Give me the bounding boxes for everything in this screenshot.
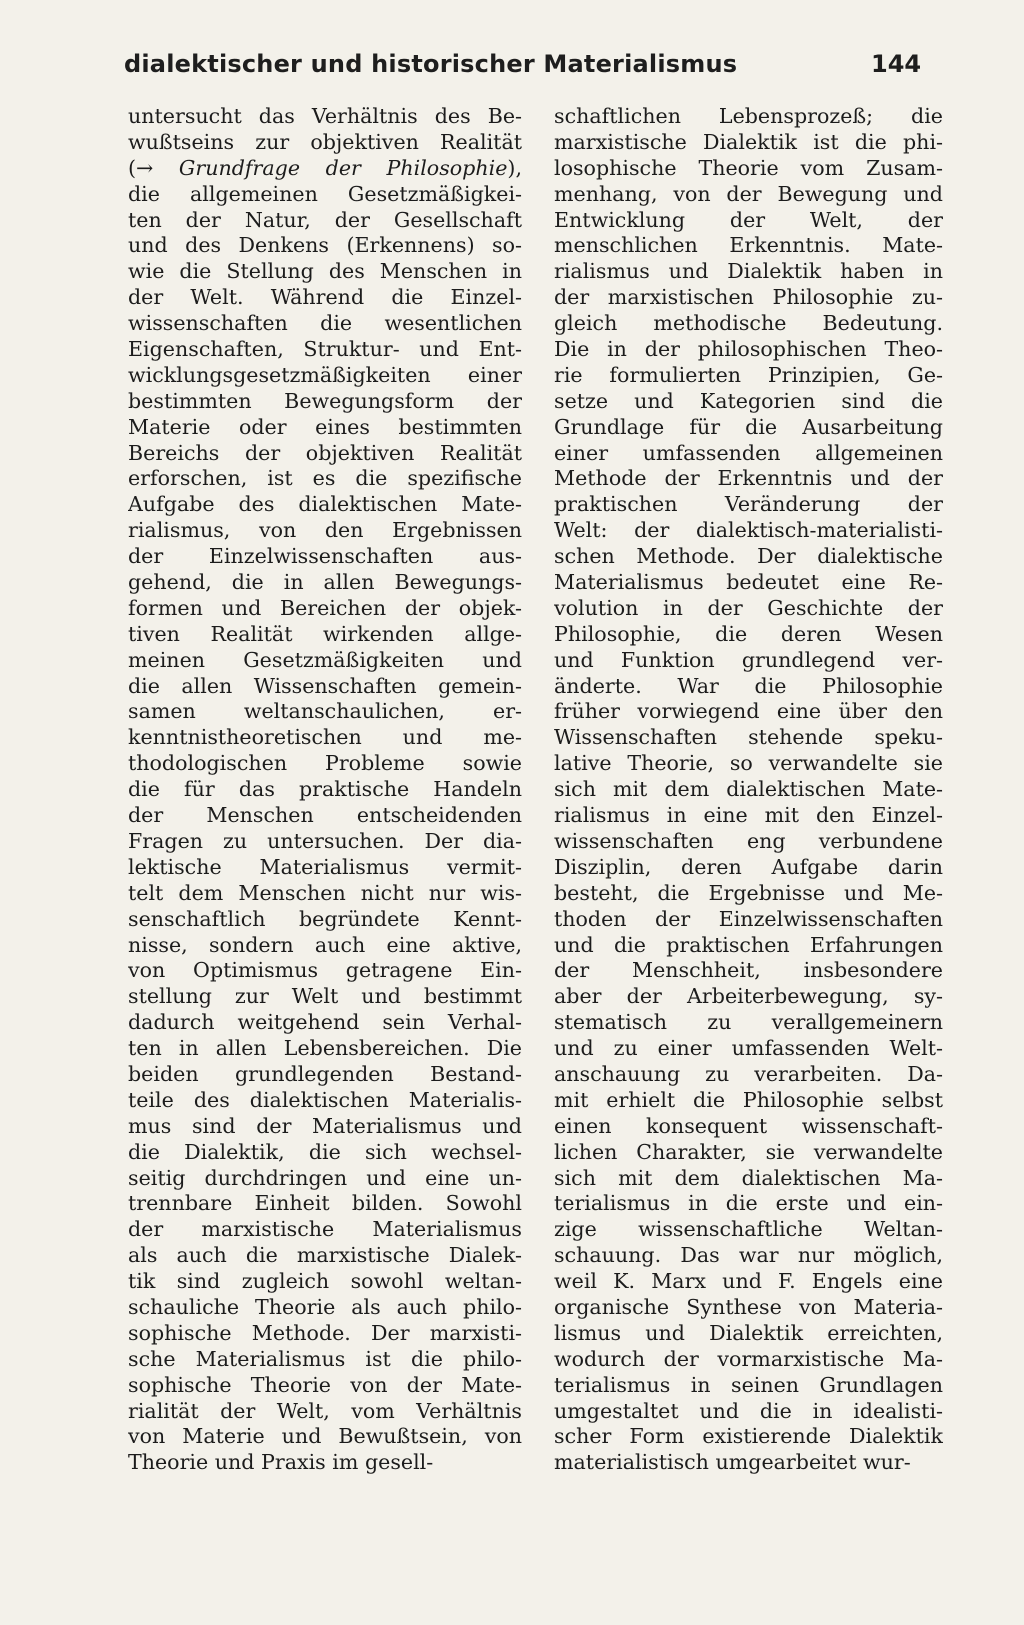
text-line: als auch die marxistische Dialek-	[128, 1243, 522, 1268]
text-line: stellung zur Welt und bestimmt	[128, 984, 522, 1009]
text-line: wie die Stellung des Menschen in	[128, 259, 522, 284]
text-line: rialität der Welt, vom Verhältnis	[128, 1398, 522, 1423]
text-line: wissenschaften die wesentlichen	[128, 311, 522, 336]
text-line: marxistische Dialektik ist die phi-	[554, 129, 943, 154]
text-line: untersucht das Verhältnis des Be-	[128, 104, 522, 128]
text-line: ten in allen Lebensbereichen. Die	[128, 1036, 522, 1061]
text-line: menschlichen Erkenntnis. Mate-	[554, 233, 943, 258]
text-line: lektische Materialismus vermit-	[128, 854, 522, 879]
text-line: sophische Theorie von der Mate-	[128, 1372, 522, 1397]
text-line: wodurch der vormarxistische Ma-	[554, 1346, 943, 1371]
text-line: bestimmten Bewegungsform der	[128, 388, 522, 413]
text-line: Grundlage für die Ausarbeitung	[554, 414, 943, 439]
text-line: terialismus in die erste und ein-	[554, 1191, 943, 1216]
text-line: samen weltanschaulichen, er-	[128, 699, 522, 724]
text-line: schauliche Theorie als auch philo-	[128, 1294, 522, 1319]
text-line: besteht, die Ergebnisse und Me-	[554, 880, 943, 905]
text-line: und die praktischen Erfahrungen	[554, 932, 943, 957]
text-line: lismus und Dialektik erreichten,	[554, 1320, 943, 1345]
left-text-column	[128, 104, 522, 1476]
text-line: schaftlichen Lebensprozeß; die	[554, 104, 943, 128]
text-line: sophische Methode. Der marxisti-	[128, 1320, 522, 1345]
text-line: der Einzelwissenschaften aus-	[128, 544, 522, 569]
text-line: volution in der Geschichte der	[554, 595, 943, 620]
text-line: sich mit dem dialektischen Ma-	[554, 1165, 943, 1190]
text-line: lichen Charakter, sie verwandelte	[554, 1139, 943, 1164]
text-line: sche Materialismus ist die philo-	[128, 1346, 522, 1371]
text-line: thoden der Einzelwissenschaften	[554, 906, 943, 931]
text-line: schen Methode. Der dialektische	[554, 544, 943, 569]
text-line: menhang, von der Bewegung und	[554, 181, 943, 206]
text-line: von Materie und Bewußtsein, von	[128, 1424, 522, 1449]
text-line: seitig durchdringen und eine un-	[128, 1165, 522, 1190]
text-line: der Menschheit, insbesondere	[554, 958, 943, 983]
text-line: setze und Kategorien sind die	[554, 388, 943, 413]
text-line: teile des dialektischen Materialis-	[128, 1087, 522, 1112]
text-line: Welt: der dialektisch-materialisti-	[554, 518, 943, 543]
text-line: wissenschaften eng verbundene	[554, 828, 943, 853]
page-number: 144	[871, 50, 922, 78]
text-line: gehend, die in allen Bewegungs-	[128, 570, 522, 595]
text-line: senschaftlich begründete Kennt-	[128, 906, 522, 931]
text-line: umgestaltet und die in idealisti-	[554, 1398, 943, 1423]
text-line	[128, 156, 522, 182]
text-line: erforschen, ist es die spezifische	[128, 466, 522, 491]
text-line: meinen Gesetzmäßigkeiten und	[128, 647, 522, 672]
running-head-title: dialektischer und historischer Materialismus	[124, 50, 738, 78]
text-line: rialismus in eine mit den Einzel-	[554, 803, 943, 828]
cross-reference-prefix: (→	[128, 155, 179, 180]
text-line: telt dem Menschen nicht nur wis-	[128, 880, 522, 905]
text-line: die allgemeinen Gesetzmäßigkei-	[128, 181, 522, 206]
text-line: nisse, sondern auch eine aktive,	[128, 932, 522, 957]
text-line: Disziplin, deren Aufgabe darin	[554, 854, 943, 879]
text-line: rie formulierten Prinzipien, Ge-	[554, 362, 943, 387]
text-line: weil K. Marx und F. Engels eine	[554, 1269, 943, 1294]
text-line: scher Form existierende Dialektik	[554, 1424, 943, 1449]
text-line: Eigenschaften, Struktur- und Ent-	[128, 337, 522, 362]
text-line: Theorie und Praxis im gesell-	[128, 1450, 434, 1475]
text-line: die für das praktische Handeln	[128, 777, 522, 802]
text-line: ten der Natur, der Gesellschaft	[128, 207, 522, 232]
text-line: tik sind zugleich sowohl weltan-	[128, 1269, 522, 1294]
text-line: beiden grundlegenden Bestand-	[128, 1061, 522, 1086]
text-line: rialismus und Dialektik haben in	[554, 259, 943, 284]
text-line: die allen Wissenschaften gemein-	[128, 673, 522, 698]
text-line: stematisch zu verallgemeinern	[554, 1010, 943, 1035]
text-line: und zu einer umfassenden Welt-	[554, 1036, 943, 1061]
text-line: sich mit dem dialektischen Mate-	[554, 777, 943, 802]
text-line: Die in der philosophischen Theo-	[554, 337, 943, 362]
text-line: wußtseins zur objektiven Realität	[128, 129, 522, 154]
text-line: Methode der Erkenntnis und der	[554, 466, 943, 491]
text-line: einer umfassenden allgemeinen	[554, 440, 943, 465]
text-line: dadurch weitgehend sein Verhal-	[128, 1010, 522, 1035]
text-line: Bereichs der objektiven Realität	[128, 440, 522, 465]
text-line: praktischen Veränderung der	[554, 492, 943, 517]
text-line: der Welt. Während die Einzel-	[128, 285, 522, 310]
text-line: anschauung zu verarbeiten. Da-	[554, 1061, 943, 1086]
text-line: und des Denkens (Erkennens) so-	[128, 233, 522, 258]
text-line: der marxistischen Philosophie zu-	[554, 285, 943, 310]
text-line: materialistisch umgearbeitet wur-	[554, 1450, 911, 1475]
text-line: änderte. War die Philosophie	[554, 673, 943, 698]
text-line: thodologischen Probleme sowie	[128, 751, 522, 776]
text-line: wicklungsgesetzmäßigkeiten einer	[128, 362, 522, 387]
text-line: Fragen zu untersuchen. Der dia-	[128, 828, 522, 853]
text-line: tiven Realität wirkenden allge-	[128, 621, 522, 646]
text-line: mus sind der Materialismus und	[128, 1113, 522, 1138]
text-line: schauung. Das war nur möglich,	[554, 1243, 943, 1268]
cross-reference-term: Grundfrage der Philosophie	[178, 155, 508, 180]
text-line: Materie oder eines bestimmten	[128, 414, 522, 439]
text-line: aber der Arbeiterbewegung, sy-	[554, 984, 943, 1009]
text-line: die Dialektik, die sich wechsel-	[128, 1139, 522, 1164]
text-line: mit erhielt die Philosophie selbst	[554, 1087, 943, 1112]
text-line: der marxistische Materialismus	[128, 1217, 522, 1242]
text-line: kenntnistheoretischen und me-	[128, 725, 522, 750]
text-line: terialismus in seinen Grundlagen	[554, 1372, 943, 1397]
text-line: von Optimismus getragene Ein-	[128, 958, 522, 983]
text-line: Wissenschaften stehende speku-	[554, 725, 943, 750]
text-line: trennbare Einheit bilden. Sowohl	[128, 1191, 522, 1216]
text-line: formen und Bereichen der objek-	[128, 595, 522, 620]
text-line: und Funktion grundlegend ver-	[554, 647, 943, 672]
text-line: zige wissenschaftliche Weltan-	[554, 1217, 943, 1242]
text-line: organische Synthese von Materia-	[554, 1294, 943, 1319]
text-line: früher vorwiegend eine über den	[554, 699, 943, 724]
text-line: einen konsequent wissenschaft-	[554, 1113, 943, 1138]
text-line: Materialismus bedeutet eine Re-	[554, 570, 943, 595]
text-line: der Menschen entscheidenden	[128, 803, 522, 828]
text-line: lative Theorie, so verwandelte sie	[554, 751, 943, 776]
text-line: rialismus, von den Ergebnissen	[128, 518, 522, 543]
text-line: Philosophie, die deren Wesen	[554, 621, 943, 646]
text-line: losophische Theorie vom Zusam-	[554, 155, 943, 180]
text-line: Entwicklung der Welt, der	[554, 207, 943, 232]
cross-reference-suffix: ),	[507, 155, 522, 180]
text-line: gleich methodische Bedeutung.	[554, 311, 943, 336]
text-line: Aufgabe des dialektischen Mate-	[128, 492, 522, 517]
right-text-column	[554, 104, 943, 1476]
